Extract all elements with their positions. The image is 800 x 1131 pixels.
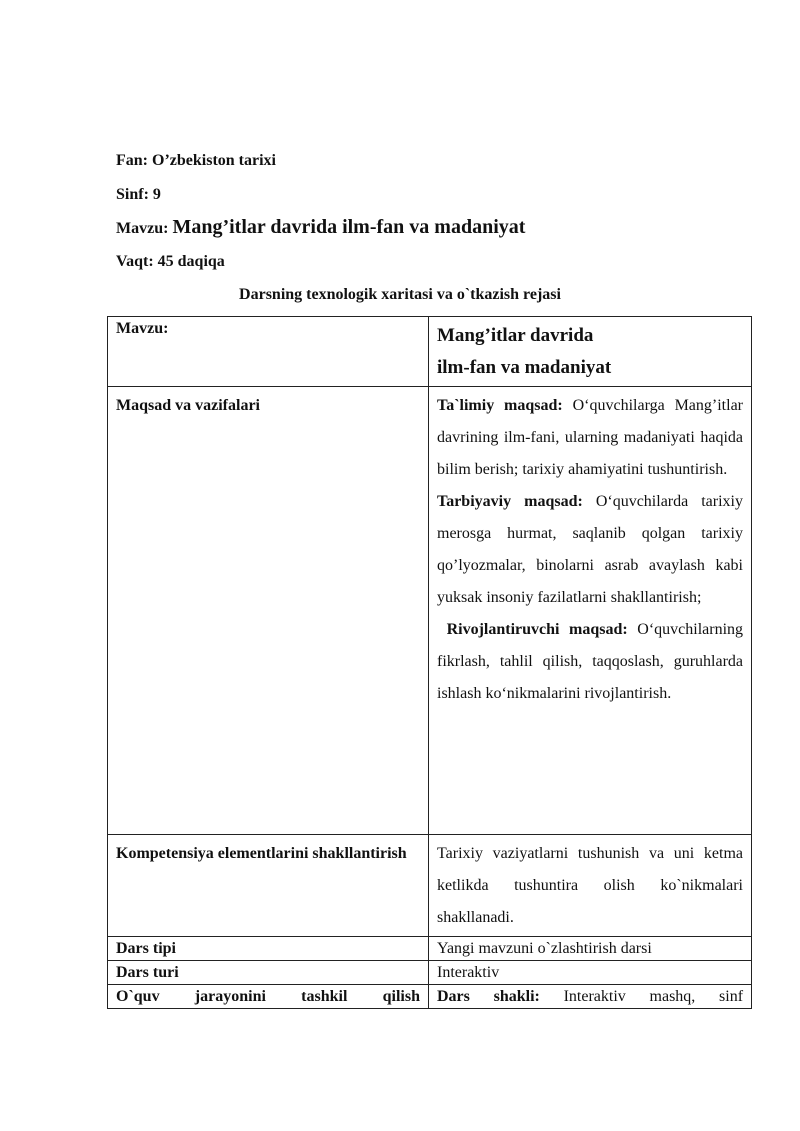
organization-row-label: O`quv jarayonini tashkil qilish [108, 985, 429, 1009]
subject-label: Fan: [116, 152, 148, 169]
topic-row-value [429, 317, 752, 387]
lesson-form-label: Dars shakli: [437, 988, 540, 1005]
topic-label: Mavzu: [116, 220, 169, 237]
goals-row-value [429, 387, 752, 835]
topic-line [116, 216, 525, 239]
educational-goal [437, 390, 743, 486]
table-row [108, 937, 752, 961]
table-row [108, 985, 752, 1009]
subject-line [116, 152, 276, 170]
table-row [108, 961, 752, 985]
grade-value: 9 [152, 186, 161, 203]
topic-row-line1: Mang’itlar davrida [437, 325, 594, 346]
table-row [108, 387, 752, 835]
topic-row-line2: ilm-fan va madaniyat [437, 357, 612, 378]
upbringing-goal [437, 486, 743, 614]
lesson-kind-label: Dars turi [108, 961, 429, 985]
grade-label: Sinf: [116, 186, 149, 203]
table-row [108, 317, 752, 387]
educational-goal-text: O‘quvchilarga Mang’itlar davrining ilm-fani, ularning madaniyati haqida bilim berish; tarixiy ahamiyatini tushuntirish. [437, 397, 743, 478]
subject-value: O’zbekiston tarixi [152, 152, 276, 169]
lesson-type-label: Dars tipi [108, 937, 429, 961]
developmental-goal-text: O‘quvchilarning fikrlash, tahlil qilish, taqqoslash, guruhlarda ishlash ko‘nikmalarini rivojlantirish. [437, 621, 744, 702]
upbringing-goal-text: O‘quvchilarda tarixiy merosga hurmat, saqlanib qolgan tarixiy qo’lyozmalar, binolarni asrab avaylash kabi yuksak insoniy fazilatlarni shakllantirish; [437, 493, 743, 606]
organization-row-value [429, 985, 752, 1009]
lesson-form-text: Interaktiv mashq, sinf [563, 988, 744, 1005]
lesson-plan-table [107, 316, 752, 1009]
goals-row-label: Maqsad va vazifalari [108, 387, 429, 835]
time-line [116, 253, 225, 271]
competence-row-label: Kompetensiya elementlarini shakllantirish [108, 835, 429, 937]
lesson-kind-value: Interaktiv [429, 961, 752, 985]
developmental-goal [437, 614, 743, 736]
time-value: 45 daqiqa [157, 253, 225, 270]
table-row [108, 835, 752, 937]
grade-line [116, 186, 161, 204]
topic-row-label: Mavzu: [108, 317, 429, 387]
table-title: Darsning texnologik xaritasi va o`tkazish rejasi [239, 286, 561, 303]
educational-goal-label: Ta`limiy maqsad: [437, 397, 563, 414]
time-label: Vaqt: [116, 253, 154, 270]
competence-row-value: Tarixiy vaziyatlarni tushunish va uni ketma ketlikda tushuntira olish ko`nikmalari shakllanadi. [429, 835, 752, 937]
topic-value: Mang’itlar davrida ilm-fan va madaniyat [172, 216, 526, 238]
upbringing-goal-label: Tarbiyaviy maqsad: [437, 493, 583, 510]
developmental-goal-label: Rivojlantiruvchi maqsad: [446, 621, 628, 638]
lesson-type-value: Yangi mavzuni o`zlashtirish darsi [429, 937, 752, 961]
